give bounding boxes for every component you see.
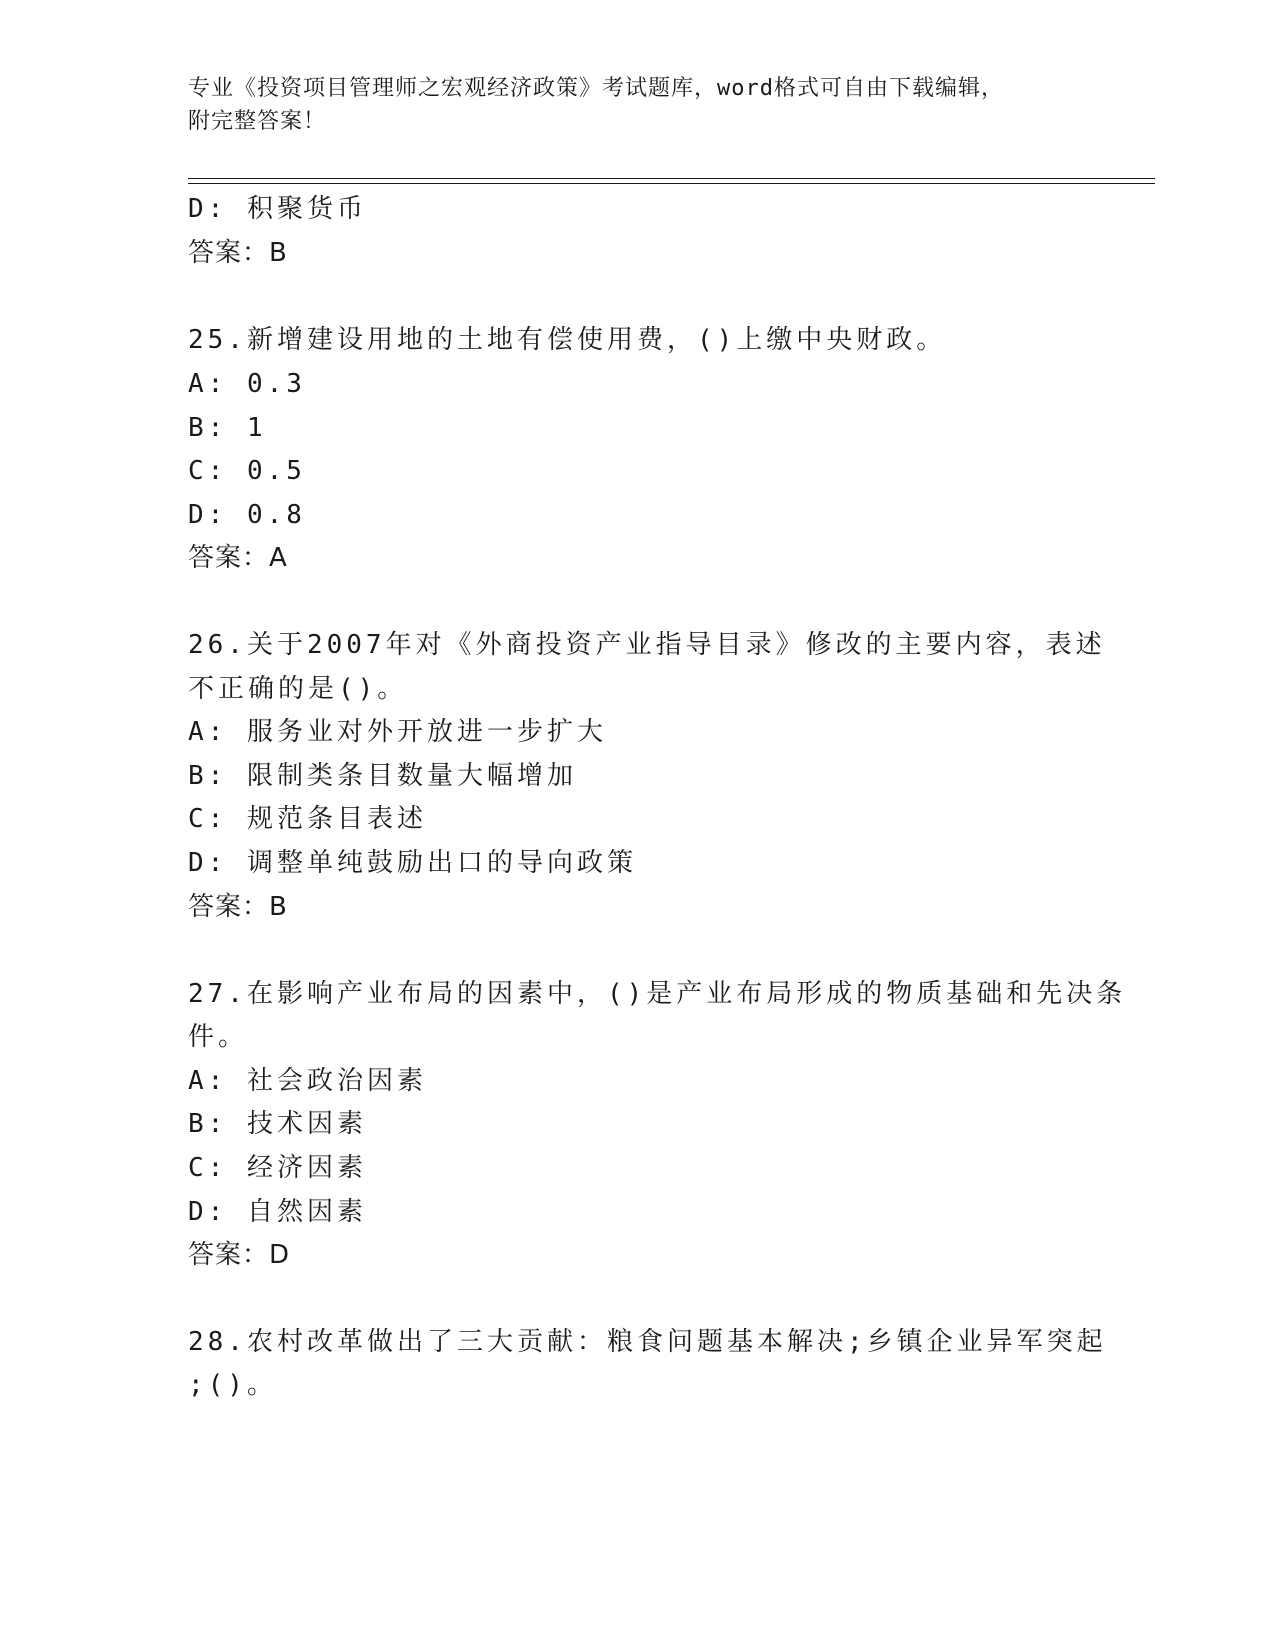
- q25-option-a: A: 0.3: [188, 369, 306, 399]
- q27-option-b: B: 技术因素: [188, 1109, 367, 1139]
- q26-option-d: D: 调整单纯鼓励出口的导向政策: [188, 848, 637, 878]
- q27-stem-line-1: 27.在影响产业布局的因素中，()是产业布局形成的物质基础和先决条: [188, 979, 1127, 1009]
- q26-stem-line-2: 不正确的是()。: [188, 674, 408, 704]
- q27-stem-line-2: 件。: [188, 1022, 249, 1052]
- q27-answer: 答案：D: [188, 1240, 291, 1270]
- q25-stem: 25.新增建设用地的土地有偿使用费，()上缴中央财政。: [188, 325, 947, 355]
- header-line-1: 专业《投资项目管理师之宏观经济政策》考试题库，word格式可自由下载编辑，: [188, 76, 1004, 101]
- q25-answer: 答案：A: [188, 543, 288, 573]
- q25-option-b: B: 1: [188, 413, 267, 443]
- page-header: [188, 72, 1068, 138]
- header-rule-bottom: [188, 183, 1155, 184]
- q28-stem-line-1: 28.农村改革做出了三大贡献：粮食问题基本解决;乡镇企业异军突起: [188, 1327, 1107, 1357]
- q26-option-c: C: 规范条目表述: [188, 804, 427, 834]
- prev-option-d: D: 积聚货币: [188, 194, 367, 224]
- q26-answer: 答案：B: [188, 892, 288, 922]
- q25-option-c: C: 0.5: [188, 456, 306, 486]
- prev-answer: 答案：B: [188, 238, 288, 268]
- q26-stem-line-1: 26.关于2007年对《外商投资产业指导目录》修改的主要内容，表述: [188, 630, 1106, 660]
- q27-option-c: C: 经济因素: [188, 1153, 367, 1183]
- header-rule-top: [188, 178, 1155, 179]
- header-line-2: 附完整答案！: [188, 109, 327, 134]
- q26-option-b: B: 限制类条目数量大幅增加: [188, 761, 577, 791]
- q25-option-d: D: 0.8: [188, 500, 306, 530]
- q27-option-d: D: 自然因素: [188, 1197, 367, 1227]
- q26-option-a: A: 服务业对外开放进一步扩大: [188, 717, 607, 747]
- q27-option-a: A: 社会政治因素: [188, 1066, 427, 1096]
- q28-stem-line-2: ;()。: [188, 1370, 277, 1400]
